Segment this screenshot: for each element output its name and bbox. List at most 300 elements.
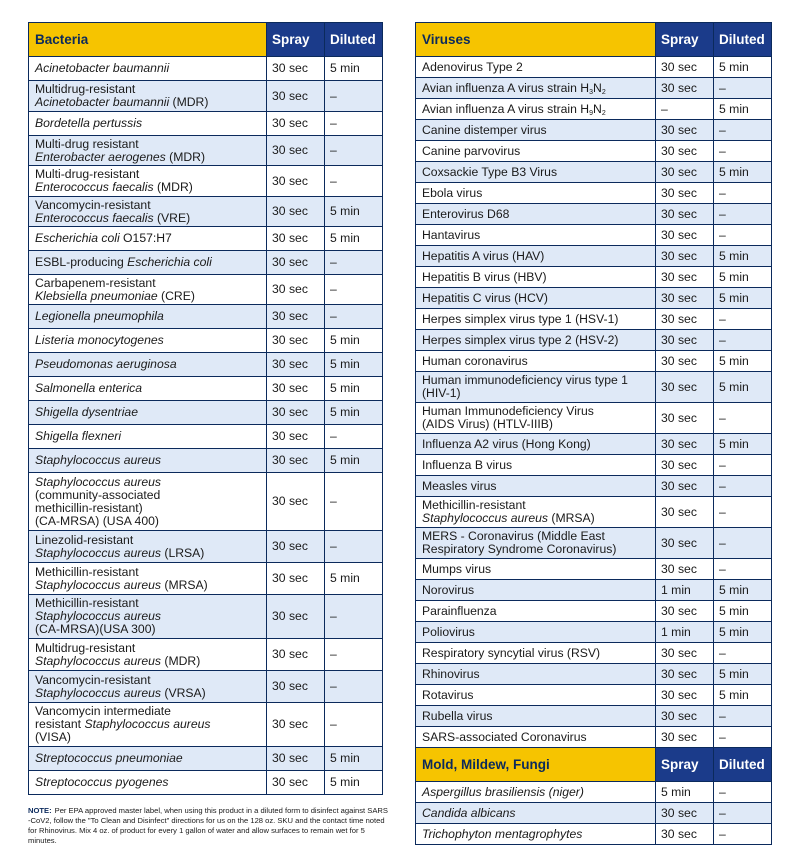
viruses-spray-header: Spray <box>656 23 714 57</box>
diluted-time: 5 min <box>325 401 383 425</box>
organism-line: Pseudomonas aeruginosa <box>35 357 177 371</box>
table-row <box>29 329 383 353</box>
spray-time: 30 sec <box>267 703 325 747</box>
bacteria-diluted-header: Diluted <box>325 23 383 57</box>
table-row <box>416 288 772 309</box>
organism-line: Bordetella pertussis <box>35 116 143 130</box>
organism-line: Trichophyton mentagrophytes <box>422 826 583 841</box>
organism-line: MERS - Coronavirus (Middle East <box>422 529 605 543</box>
spray-time: 30 sec <box>656 162 714 183</box>
table-row <box>416 309 772 330</box>
table-row <box>416 601 772 622</box>
organism-name <box>29 425 267 449</box>
spray-time: 30 sec <box>267 166 325 197</box>
spray-time: 30 sec <box>267 197 325 227</box>
spray-time: 30 sec <box>656 643 714 664</box>
spray-time: 30 sec <box>656 434 714 455</box>
organism-suffix: (MDR) <box>161 653 201 668</box>
spray-time: 30 sec <box>267 251 325 275</box>
organism-suffix: (MRSA) <box>548 511 595 525</box>
organism-name <box>29 671 267 703</box>
spray-time: 30 sec <box>267 595 325 639</box>
table-row <box>29 563 383 595</box>
organism-line: Klebsiella pneumoniae <box>35 288 158 303</box>
diluted-time: 5 min <box>325 329 383 353</box>
mold-header-row <box>416 748 772 782</box>
organism-line: Acinetobacter baumannii <box>35 61 170 75</box>
organism-name <box>29 771 267 795</box>
table-row <box>29 166 383 197</box>
organism-line: Respiratory Syndrome Coronavirus) <box>422 542 617 556</box>
diluted-time: – <box>325 305 383 329</box>
bacteria-header-row <box>29 23 383 57</box>
spray-time: 30 sec <box>656 528 714 559</box>
table-row <box>29 747 383 771</box>
organism-line: (VISA) <box>35 730 71 744</box>
organism-line: Vancomycin-resistant <box>35 197 151 212</box>
organism-line: Hepatitis C virus (HCV) <box>422 290 548 305</box>
subscript: 2 <box>601 88 606 96</box>
spray-time: 30 sec <box>267 305 325 329</box>
organism-line: Poliovirus <box>422 624 475 639</box>
spray-time: 30 sec <box>656 372 714 403</box>
organism-line: Canine parvovirus <box>422 143 521 158</box>
organism-name <box>416 267 656 288</box>
table-row <box>416 267 772 288</box>
organism-line: Legionella pneumophila <box>35 309 164 323</box>
diluted-time: – <box>325 703 383 747</box>
diluted-time: – <box>714 78 772 99</box>
diluted-time: 5 min <box>325 227 383 251</box>
organism-line: Carbapenem-resistant <box>35 275 156 290</box>
organism-line: Enterobacter aerogenes <box>35 149 166 164</box>
organism-line: Multi-drug resistant <box>35 136 139 151</box>
diluted-time: 5 min <box>714 351 772 372</box>
viruses-table <box>415 22 772 845</box>
organism-line: Vancomycin intermediate <box>35 704 171 718</box>
organism-line: Human immunodeficiency virus type 1 <box>422 373 628 387</box>
organism-name <box>416 225 656 246</box>
organism-name <box>416 57 656 78</box>
table-row <box>29 353 383 377</box>
organism-name <box>29 377 267 401</box>
organism-name <box>29 329 267 353</box>
organism-name <box>416 455 656 476</box>
table-row <box>416 204 772 225</box>
table-row <box>416 403 772 434</box>
organism-line: Methicillin-resistant <box>35 596 139 610</box>
organism-name <box>416 685 656 706</box>
organism-line: Staphylococcus aureus <box>35 474 162 489</box>
table-row <box>416 434 772 455</box>
organism-line: Staphylococcus aureus <box>422 511 549 525</box>
organism-line: N <box>593 101 602 116</box>
spray-time: 30 sec <box>656 141 714 162</box>
diluted-time: 5 min <box>325 771 383 795</box>
organism-line: Measles virus <box>422 478 497 493</box>
organism-name <box>416 643 656 664</box>
organism-name <box>416 434 656 455</box>
table-row <box>416 120 772 141</box>
bacteria-rows <box>29 57 383 795</box>
organism-line: Hepatitis A virus (HAV) <box>422 248 545 263</box>
organism-name <box>29 747 267 771</box>
spray-time: 30 sec <box>656 559 714 580</box>
organism-line: (CA-MRSA) (USA 400) <box>35 513 159 528</box>
organism-name <box>29 595 267 639</box>
organism-line: Methicillin-resistant <box>35 564 139 579</box>
organism-line: Respiratory syncytial virus (RSV) <box>422 645 601 660</box>
diluted-time: – <box>714 225 772 246</box>
organism-line: Methicillin-resistant <box>422 498 526 512</box>
organism-name <box>416 559 656 580</box>
organism-name <box>416 120 656 141</box>
organism-line: Hantavirus <box>422 227 481 242</box>
table-row <box>29 305 383 329</box>
table-row <box>29 197 383 227</box>
organism-line: Staphylococcus aureus <box>35 453 162 467</box>
spray-time: 30 sec <box>656 824 714 845</box>
organism-line: ESBL-producing <box>35 255 128 269</box>
organism-name <box>416 99 656 120</box>
diluted-time: – <box>325 251 383 275</box>
diluted-time: 5 min <box>714 162 772 183</box>
spray-time: 30 sec <box>656 57 714 78</box>
diluted-time: – <box>325 639 383 671</box>
organism-line: (CA-MRSA)(USA 300) <box>35 622 156 636</box>
organism-line: Norovirus <box>422 582 475 597</box>
diluted-time: 5 min <box>325 57 383 81</box>
organism-name <box>29 136 267 166</box>
organism-name <box>416 476 656 497</box>
spray-time: 30 sec <box>656 204 714 225</box>
organism-line: Adenovirus Type 2 <box>422 59 523 74</box>
organism-name <box>416 141 656 162</box>
spray-time: 30 sec <box>267 771 325 795</box>
organism-line: Human Immunodeficiency Virus <box>422 404 594 418</box>
table-row <box>416 706 772 727</box>
organism-line: Parainfluenza <box>422 603 497 618</box>
diluted-time: 5 min <box>714 372 772 403</box>
organism-name <box>29 353 267 377</box>
diluted-time: 5 min <box>325 563 383 595</box>
organism-line: Shigella flexneri <box>35 429 122 443</box>
spray-time: 30 sec <box>656 403 714 434</box>
organism-name <box>29 305 267 329</box>
organism-name <box>416 78 656 99</box>
table-row <box>416 559 772 580</box>
table-row <box>416 183 772 204</box>
organism-line: Streptococcus pyogenes <box>35 775 169 789</box>
diluted-time: – <box>325 671 383 703</box>
organism-name <box>416 403 656 434</box>
mold-rows <box>416 782 772 845</box>
table-row <box>29 771 383 795</box>
table-row <box>416 246 772 267</box>
organism-name <box>29 275 267 305</box>
table-row <box>29 703 383 747</box>
diluted-time: 5 min <box>714 601 772 622</box>
table-row <box>416 225 772 246</box>
table-row <box>416 455 772 476</box>
organism-suffix: (CRE) <box>157 288 195 303</box>
organism-name <box>416 706 656 727</box>
diluted-time: – <box>714 497 772 528</box>
mold-header: Mold, Mildew, Fungi <box>416 748 656 782</box>
spray-time: 30 sec <box>267 112 325 136</box>
organism-name <box>29 531 267 563</box>
organism-line: Coxsackie Type B3 Virus <box>422 164 558 179</box>
table-row <box>29 595 383 639</box>
diluted-time: – <box>325 595 383 639</box>
spray-time: 30 sec <box>656 183 714 204</box>
organism-name <box>416 162 656 183</box>
spray-time: 30 sec <box>267 275 325 305</box>
spray-time: 30 sec <box>267 747 325 771</box>
table-row <box>416 580 772 601</box>
spray-time: 30 sec <box>656 288 714 309</box>
organism-line: Canine distemper virus <box>422 122 547 137</box>
bacteria-spray-header: Spray <box>267 23 325 57</box>
table-row <box>416 622 772 643</box>
organism-line: (HIV-1) <box>422 386 461 400</box>
organism-name <box>416 622 656 643</box>
viruses-diluted-header: Diluted <box>714 23 772 57</box>
spray-time: 30 sec <box>656 330 714 351</box>
organism-suffix: (MRSA) <box>161 577 208 592</box>
spray-time: 30 sec <box>656 351 714 372</box>
organism-line: (AIDS Virus) (HTLV-IIIB) <box>422 417 553 431</box>
table-row <box>416 78 772 99</box>
diluted-time: 5 min <box>714 288 772 309</box>
spray-time: 30 sec <box>656 225 714 246</box>
diluted-time: – <box>325 166 383 197</box>
diluted-time: 5 min <box>714 434 772 455</box>
diluted-time: 5 min <box>714 267 772 288</box>
organism-line: Influenza A2 virus (Hong Kong) <box>422 436 591 451</box>
organism-name <box>416 372 656 403</box>
organism-name <box>29 227 267 251</box>
mold-spray-header: Spray <box>656 748 714 782</box>
organism-line: Candida albicans <box>422 805 516 820</box>
organism-line: Vancomycin-resistant <box>35 672 151 687</box>
organism-italic: Escherichia coli <box>127 255 212 269</box>
organism-line: Ebola virus <box>422 185 483 200</box>
table-row <box>416 162 772 183</box>
organism-name <box>416 246 656 267</box>
spray-time: 1 min <box>656 580 714 601</box>
organism-name <box>29 197 267 227</box>
organism-line: Linezolid-resistant <box>35 532 134 547</box>
organism-line: Avian influenza A virus strain H <box>422 101 590 116</box>
spray-time: 30 sec <box>267 227 325 251</box>
spray-time: 30 sec <box>267 81 325 112</box>
subscript: 3 <box>589 88 594 96</box>
organism-line: resistant <box>35 717 85 731</box>
organism-line: Shigella dysentriae <box>35 405 138 419</box>
diluted-time: – <box>325 136 383 166</box>
diluted-time: 5 min <box>325 747 383 771</box>
organism-name <box>416 351 656 372</box>
organism-line: Enterovirus D68 <box>422 206 510 221</box>
note-text: Per EPA approved master label, when using this product in a diluted form to disinfect against SARS -CoV2, follow the "To Clean and Disinfect" directions for us on the 128 oz. SKU and the contact time noted for Rhinovirus. Mix 4 oz. of product for every 1 gallon of water and allow surfaces to remain wet for 5 minutes. <box>28 806 388 845</box>
diluted-time: 5 min <box>714 246 772 267</box>
organism-name <box>416 727 656 748</box>
table-row <box>29 401 383 425</box>
organism-line: Multidrug-resistant <box>35 640 136 655</box>
organism-name <box>29 449 267 473</box>
spray-time: 30 sec <box>267 57 325 81</box>
organism-line: Aspergillus brasiliensis (niger) <box>422 784 584 799</box>
organism-name <box>416 204 656 225</box>
diluted-time: – <box>714 803 772 824</box>
diluted-time: – <box>325 275 383 305</box>
subscript: 9 <box>589 109 594 117</box>
organism-name <box>416 601 656 622</box>
bacteria-header: Bacteria <box>29 23 267 57</box>
organism-suffix: (MDR) <box>169 95 209 109</box>
organism-name <box>416 580 656 601</box>
diluted-time: 5 min <box>714 622 772 643</box>
spray-time: 30 sec <box>267 353 325 377</box>
organism-name <box>29 401 267 425</box>
organism-line: Listeria monocytogenes <box>35 333 164 347</box>
table-row <box>416 476 772 497</box>
diluted-time: 5 min <box>325 353 383 377</box>
organism-line: (community-associated <box>35 487 161 502</box>
organism-name <box>29 251 267 275</box>
organism-name <box>416 528 656 559</box>
table-row <box>29 671 383 703</box>
table-row <box>416 727 772 748</box>
organism-line: Herpes simplex virus type 1 (HSV-1) <box>422 311 619 326</box>
table-row <box>29 425 383 449</box>
organism-line: Rotavirus <box>422 687 474 702</box>
organism-suffix: (VRE) <box>153 210 191 225</box>
table-row <box>29 377 383 401</box>
diluted-time: – <box>325 531 383 563</box>
organism-suffix: O157:H7 <box>119 231 172 245</box>
diluted-time: 5 min <box>714 664 772 685</box>
diluted-time: – <box>714 528 772 559</box>
diluted-time: – <box>325 473 383 531</box>
spray-time: 30 sec <box>656 601 714 622</box>
diluted-time: – <box>714 476 772 497</box>
table-row <box>416 803 772 824</box>
organism-name <box>416 330 656 351</box>
table-row <box>416 782 772 803</box>
organism-name <box>416 309 656 330</box>
bacteria-table <box>28 22 383 795</box>
table-row <box>416 99 772 120</box>
organism-line: Avian influenza A virus strain H <box>422 80 590 95</box>
organism-line: Hepatitis B virus (HBV) <box>422 269 547 284</box>
spray-time: 30 sec <box>656 685 714 706</box>
organism-name <box>416 183 656 204</box>
table-row <box>416 664 772 685</box>
diluted-time: – <box>714 120 772 141</box>
table-row <box>416 528 772 559</box>
diluted-time: – <box>714 559 772 580</box>
mold-diluted-header: Diluted <box>714 748 772 782</box>
organism-line: Multi-drug-resistant <box>35 167 140 181</box>
viruses-header: Viruses <box>416 23 656 57</box>
spray-time: 30 sec <box>267 425 325 449</box>
spray-time: 1 min <box>656 622 714 643</box>
organism-name <box>416 664 656 685</box>
spray-time: – <box>656 99 714 120</box>
diluted-time: – <box>714 183 772 204</box>
table-row <box>29 227 383 251</box>
organism-suffix: (MDR) <box>165 149 206 164</box>
organism-line: Streptococcus pneumoniae <box>35 751 183 765</box>
viruses-rows <box>416 57 772 748</box>
diluted-time: – <box>714 643 772 664</box>
table-row <box>416 351 772 372</box>
organism-name <box>29 166 267 197</box>
diluted-time: – <box>714 141 772 162</box>
diluted-time: – <box>714 824 772 845</box>
table-row <box>416 643 772 664</box>
diluted-time: 5 min <box>325 197 383 227</box>
table-row <box>29 112 383 136</box>
organism-name <box>29 473 267 531</box>
table-row <box>416 141 772 162</box>
diluted-time: – <box>714 706 772 727</box>
spray-time: 30 sec <box>656 664 714 685</box>
table-row <box>29 57 383 81</box>
organism-line: Acinetobacter baumannii <box>35 95 170 109</box>
table-row <box>416 685 772 706</box>
spray-time: 30 sec <box>267 401 325 425</box>
diluted-time: – <box>325 81 383 112</box>
organism-name <box>29 112 267 136</box>
organism-name <box>416 803 656 824</box>
subscript: 2 <box>601 109 606 117</box>
diluted-time: 5 min <box>714 99 772 120</box>
organism-line: Rubella virus <box>422 708 493 723</box>
organism-line: Staphylococcus aureus <box>35 545 162 560</box>
organism-name <box>416 824 656 845</box>
spray-time: 30 sec <box>267 136 325 166</box>
organism-line: Staphylococcus aureus <box>35 577 162 592</box>
table-row <box>416 824 772 845</box>
spray-time: 30 sec <box>267 531 325 563</box>
spray-time: 30 sec <box>656 267 714 288</box>
diluted-time: – <box>714 782 772 803</box>
table-row <box>29 251 383 275</box>
spray-time: 5 min <box>656 782 714 803</box>
organism-line: Enterococcus faecalis <box>35 210 154 225</box>
spray-time: 30 sec <box>267 449 325 473</box>
organism-line: Mumps virus <box>422 561 492 576</box>
organism-line: Salmonella enterica <box>35 381 143 395</box>
organism-suffix: (LRSA) <box>161 545 205 560</box>
table-row <box>29 449 383 473</box>
note-label: NOTE: <box>28 806 52 815</box>
organism-name <box>29 639 267 671</box>
organism-name <box>29 563 267 595</box>
diluted-time: – <box>714 727 772 748</box>
diluted-time: 5 min <box>714 580 772 601</box>
spray-time: 30 sec <box>656 497 714 528</box>
organism-line: Enterococcus faecalis <box>35 180 154 194</box>
spray-time: 30 sec <box>267 329 325 353</box>
spray-time: 30 sec <box>267 473 325 531</box>
diluted-time: – <box>714 330 772 351</box>
table-row <box>29 531 383 563</box>
spray-time: 30 sec <box>267 671 325 703</box>
